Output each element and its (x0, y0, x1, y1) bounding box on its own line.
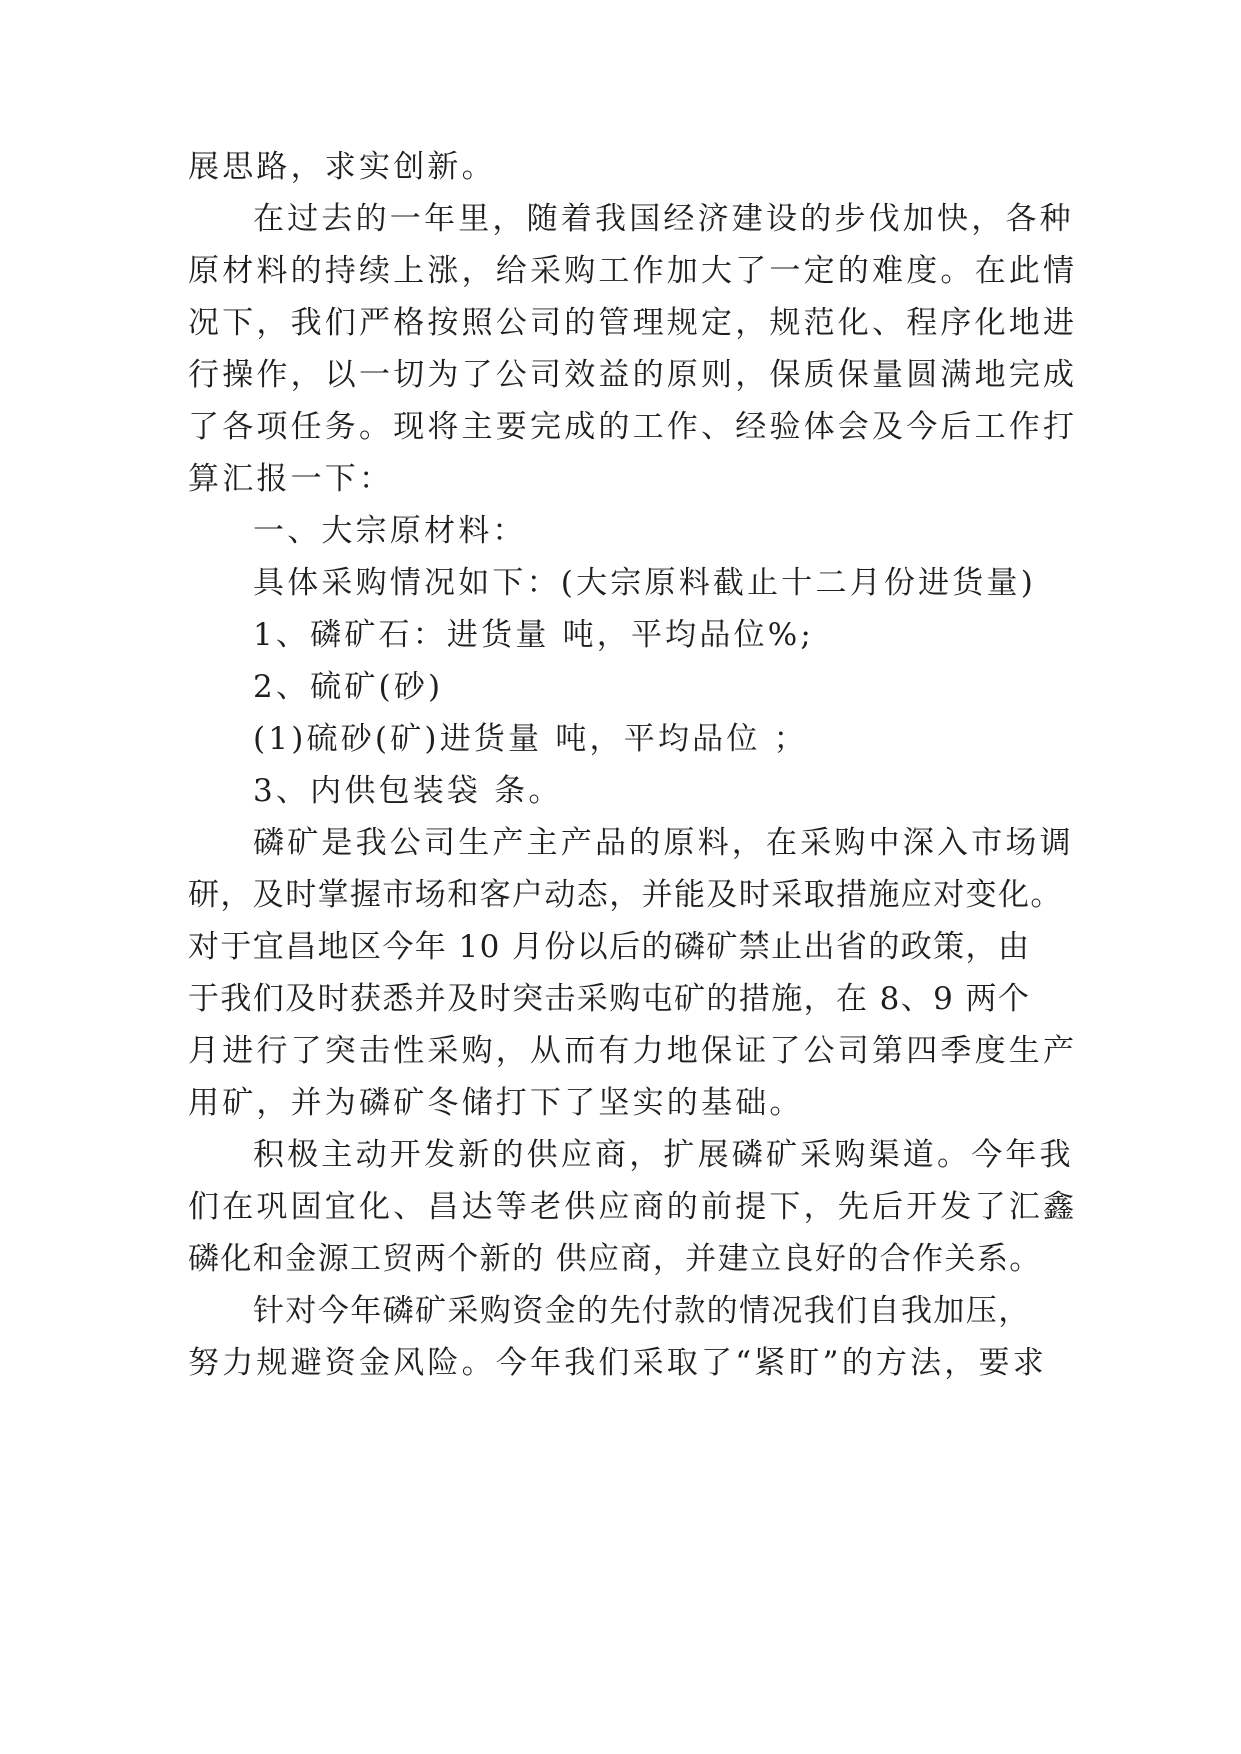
text-line: 努力规避资金风险。今年我们采取了“紧盯”的方法，要求 (188, 1345, 1047, 1381)
text-line: 研，及时掌握市场和客户动态，并能及时采取措施应对变化。 (188, 877, 1063, 913)
paragraph-start-line: 积极主动开发新的供应商，扩展磷矿采购渠道。今年我 (253, 1137, 1074, 1173)
text-line: 对于宜昌地区今年 10 月份以后的磷矿禁止出省的政策，由 (188, 929, 1031, 965)
text-line: 算汇报一下： (188, 461, 394, 497)
text-line: 行操作，以一切为了公司效益的原则，保质保量圆满地完成 (188, 357, 1078, 393)
list-item: 1、磷矿石：进货量 吨，平均品位%; (253, 617, 815, 653)
list-item: 2、硫矿(砂) (253, 669, 444, 705)
paragraph-start-line: 针对今年磷矿采购资金的先付款的情况我们自我加压， (253, 1293, 1031, 1329)
section-heading: 一、大宗原材料： (253, 513, 527, 549)
text-line: 原材料的持续上涨，给采购工作加大了一定的难度。在此情 (188, 253, 1078, 289)
text-line: 磷化和金源工贸两个新的 供应商，并建立良好的合作关系。 (188, 1241, 1042, 1277)
text-line: 们在巩固宜化、昌达等老供应商的前提下，先后开发了汇鑫 (188, 1189, 1078, 1225)
text-line: 了各项任务。现将主要完成的工作、经验体会及今后工作打 (188, 409, 1078, 445)
paragraph-start-line: 具体采购情况如下：(大宗原料截止十二月份进货量) (253, 565, 1036, 601)
paragraph-start-line: 在过去的一年里，随着我国经济建设的步伐加快，各种 (253, 201, 1074, 237)
paragraph-start-line: 磷矿是我公司生产主产品的原料，在采购中深入市场调 (253, 825, 1074, 861)
text-line: 况下，我们严格按照公司的管理规定，规范化、程序化地进 (188, 305, 1078, 341)
list-item: (1)硫砂(矿)进货量 吨，平均品位 ； (253, 721, 808, 757)
text-line: 用矿，并为磷矿冬储打下了坚实的基础。 (188, 1085, 804, 1121)
text-line: 月进行了突击性采购，从而有力地保证了公司第四季度生产 (188, 1033, 1078, 1069)
text-line: 展思路，求实创新。 (188, 149, 496, 185)
list-item: 3、内供包装袋 条。 (253, 773, 563, 809)
text-line: 于我们及时获悉并及时突击采购屯矿的措施，在 8、9 两个 (188, 981, 1031, 1017)
